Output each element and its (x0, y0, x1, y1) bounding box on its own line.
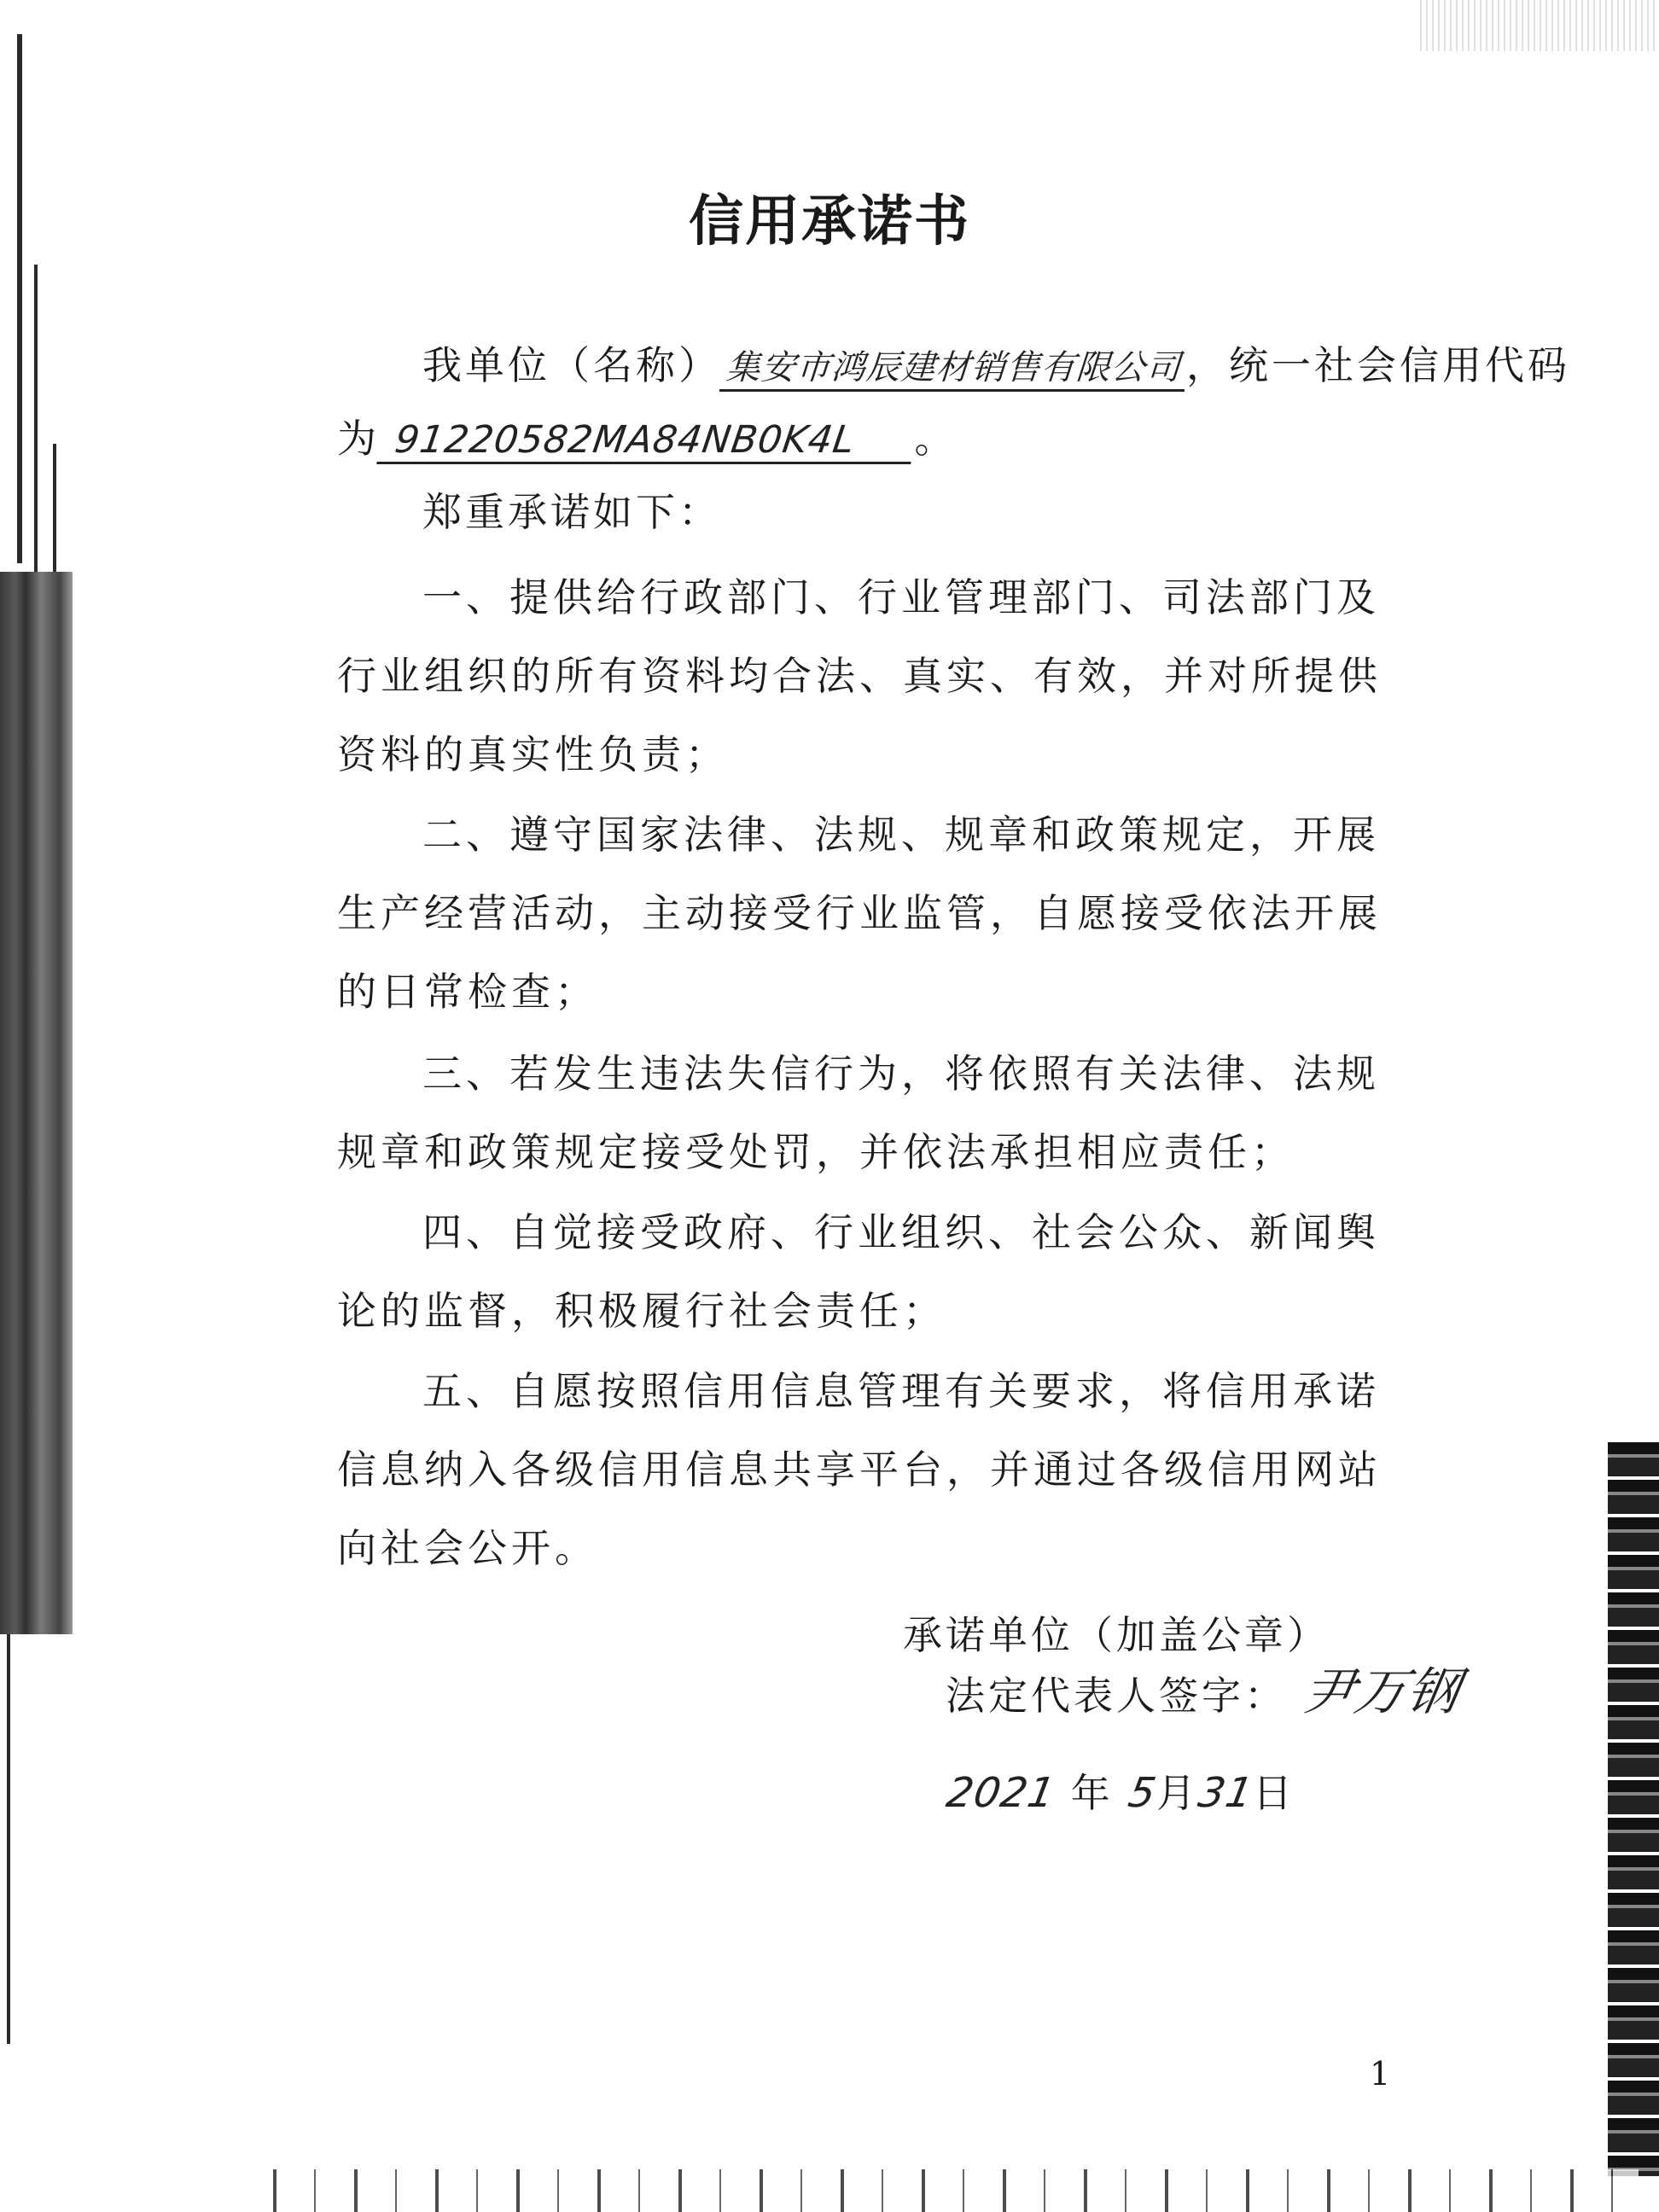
date-day: 31 (1195, 1769, 1257, 1817)
intro-prefix: 我单位（名称） (422, 342, 721, 388)
scan-edge-shadow (0, 572, 73, 1634)
scan-edge-line (7, 1634, 10, 2044)
scan-noise (1420, 0, 1659, 51)
scan-edge-line (17, 34, 22, 563)
date-month-label: 月 (1155, 1770, 1199, 1816)
scan-edge-line (53, 444, 56, 572)
scan-edge-marks (273, 2169, 1639, 2212)
scan-edge-line (34, 265, 38, 572)
date-day-label: 日 (1253, 1770, 1296, 1816)
legal-rep-signature: 尹万钢 (1297, 1662, 1465, 1722)
pledge-heading: 郑重承诺如下： (422, 489, 721, 535)
page-number: 1 (1370, 2055, 1391, 2093)
document-title: 信用承诺书 (689, 190, 970, 253)
pledge-item-5: 五、自愿按照信用信息管理有关要求，将信用承诺信息纳入各级信用信息共享平台，并通过各级信用网站向社会公开。 (337, 1368, 1382, 1571)
pledge-item-1: 一、提供给行政部门、行业管理部门、司法部门及行业组织的所有资料均合法、真实、有效，并对所提供资料的真实性负责； (337, 574, 1382, 777)
sign-date (943, 1762, 1296, 1819)
intro-line (422, 335, 1570, 392)
commitment-unit-label: 承诺单位（加盖公章） (903, 1612, 1330, 1658)
company-name-handwritten: 集安市鸿辰建材销售有限公司 (719, 341, 1188, 392)
pledge-item-4: 四、自觉接受政府、行业组织、社会公众、新闻舆论的监督，积极履行社会责任； (337, 1209, 1380, 1334)
pledge-item-3: 三、若发生违法失信行为，将依照有关法律、法规规章和政策规定接受处罚，并依法承担相应责任； (337, 1051, 1380, 1175)
date-month: 5 (1125, 1769, 1161, 1817)
code-suffix: 。 (914, 416, 958, 462)
code-prefix: 为 (337, 416, 380, 462)
intro-middle: ，统一社会信用代码 (1186, 342, 1570, 388)
date-year: 2021 (943, 1769, 1060, 1817)
scan-edge-shadow (1608, 1442, 1659, 2176)
legal-rep-line (946, 1651, 1465, 1725)
pledge-item-2: 二、遵守国家法律、法规、规章和政策规定，开展生产经营活动，主动接受行业监管，自愿接受依法开展的日常检查； (337, 812, 1382, 1015)
date-year-label: 年 (1070, 1770, 1114, 1816)
credit-code-line (337, 408, 957, 464)
credit-code-handwritten: 91220582MA84NB0K4L (376, 418, 917, 464)
legal-rep-label: 法定代表人签字： (946, 1673, 1287, 1719)
